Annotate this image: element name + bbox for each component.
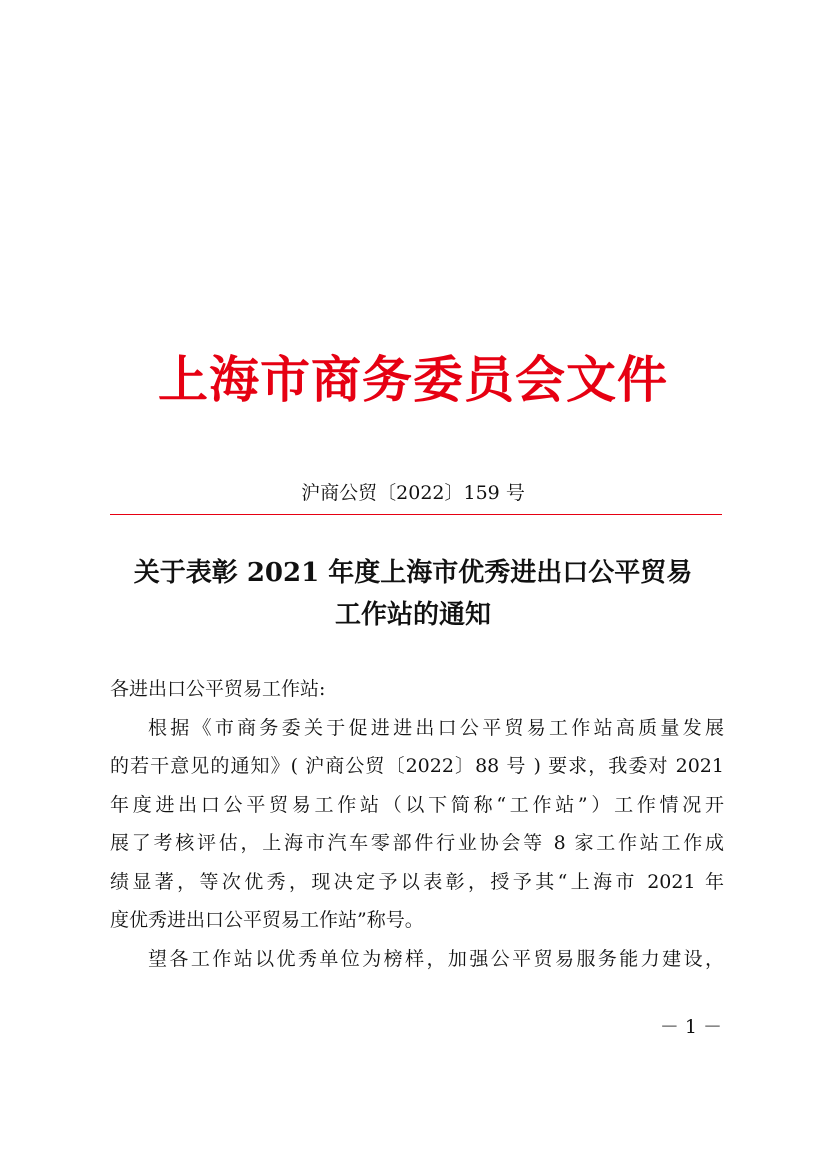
issuer-header-title: 上海市商务委员会文件: [158, 350, 668, 409]
notice-title: [100, 552, 726, 636]
paragraph-2-line-1: 望各工作站以优秀单位为榜样，加强公平贸易服务能力建设，: [148, 947, 724, 970]
notice-title-line-2: 工作站的通知: [334, 600, 491, 630]
paragraph-1: [110, 709, 724, 940]
paragraph-1-line-6: 度优秀进出口公平贸易工作站”称号。: [110, 909, 424, 931]
red-divider-line: [110, 514, 722, 515]
paragraph-1-line-5: 绩显著，等次优秀，现决定予以表彰，授予其“上海市 2021 年: [110, 870, 724, 893]
paragraph-1-line-4: 展了考核评估，上海市汽车零部件行业协会等 8 家工作站工作成: [110, 832, 724, 854]
paragraph-1-line-2: 的若干意见的通知》( 沪商公贸〔2022〕88 号 ) 要求，我委对 2021: [110, 755, 724, 777]
paragraph-1-line-1: 根据《市商务委关于促进进出口公平贸易工作站高质量发展: [148, 716, 724, 739]
paragraph-2: [110, 940, 724, 979]
salutation: [110, 670, 724, 709]
body-text: [110, 670, 724, 978]
salutation-line: 各进出口公平贸易工作站:: [110, 678, 326, 700]
paragraph-1-line-3: 年度进出口公平贸易工作站（以下简称“工作站”）工作情况开: [110, 793, 724, 816]
page-number: － 1 －: [659, 1016, 722, 1038]
document-number: 沪商公贸〔2022〕159 号: [301, 482, 525, 504]
notice-title-line-1: 关于表彰 2021 年度上海市优秀进出口公平贸易: [133, 558, 693, 588]
